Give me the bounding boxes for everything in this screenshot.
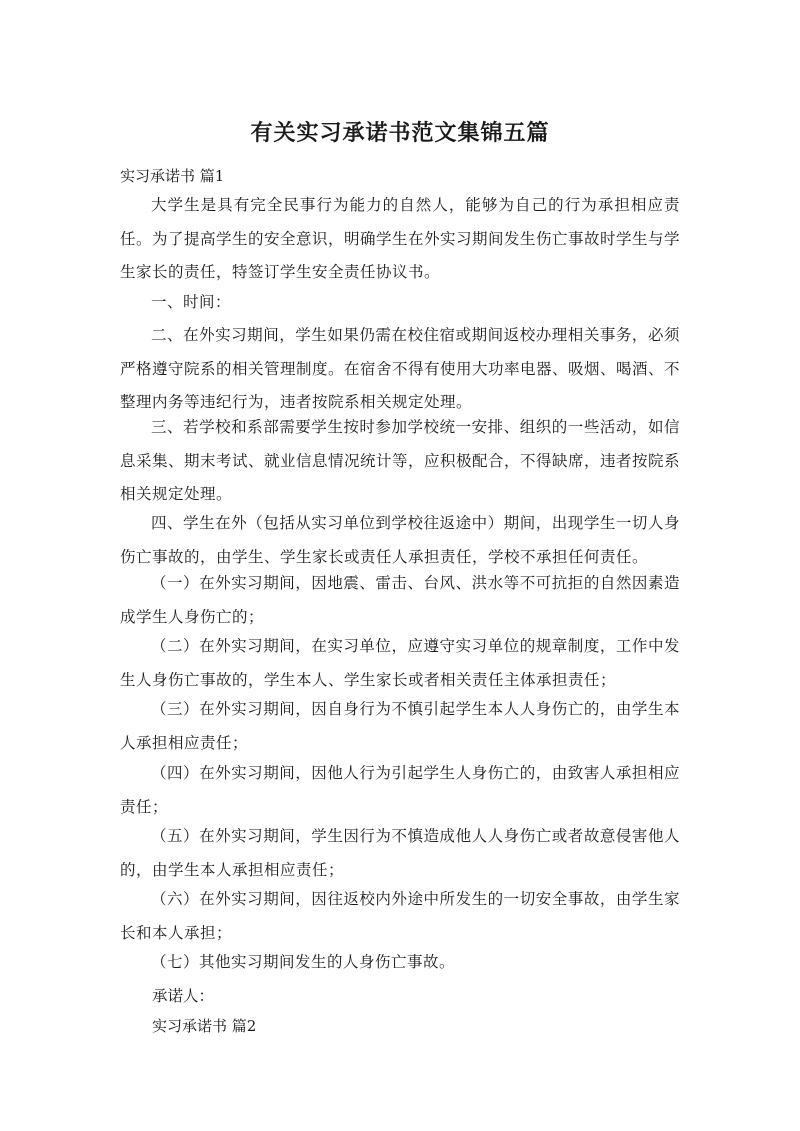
paragraph-item-3: （三）在外实习期间，因自身行为不慎引起学生本人人身伤亡的，由学生本人承担相应责任；: [120, 700, 680, 752]
paragraph-item-5: （五）在外实习期间，学生因行为不慎造成他人人身伤亡或者故意侵害他人的，由学生本人承担相应责任；: [120, 827, 680, 879]
paragraph-item-6: （六）在外实习期间，因往返校内外途中所发生的一切安全事故，由学生家长和本人承担；: [120, 890, 680, 942]
section-heading-2: 实习承诺书 篇2: [152, 1017, 257, 1035]
paragraph-clause-4: 四、学生在外（包括从实习单位到学校往返途中）期间，出现学生一切人身伤亡事故的，由学生、学生家长或责任人承担责任，学校不承担任何责任。: [120, 514, 680, 566]
section-heading-1: 实习承诺书 篇1: [120, 167, 225, 185]
paragraph-intro: 大学生是具有完全民事行为能力的自然人，能够为自己的行为承担相应责任。为了提高学生的安全意识，明确学生在外实习期间发生伤亡事故时学生与学生家长的责任，特签订学生安全责任协议书。: [120, 196, 681, 281]
paragraph-item-7: （七）其他实习期间发生的人身伤亡事故。: [151, 953, 456, 971]
paragraph-item-4: （四）在外实习期间，因他人行为引起学生人身伤亡的，由致害人承担相应责任；: [120, 764, 680, 816]
paragraph-item-2: （二）在外实习期间，在实习单位，应遵守实习单位的规章制度，工作中发生人身伤亡事故的，学生本人、学生家长或者相关责任主体承担责任；: [120, 637, 680, 689]
paragraph-clause-3: 三、若学校和系部需要学生按时参加学校统一安排、组织的一些活动，如信息采集、期末考试、就业信息情况统计等，应积极配合，不得缺席，违者按院系相关规定处理。: [120, 418, 681, 503]
paragraph-clause-2: 二、在外实习期间，学生如果仍需在校住宿或期间返校办理相关事务，必须严格遵守院系的相关管理制度。在宿舍不得有使用大功率电器、吸烟、喝酒、不整理内务等违纪行为，违者按院系相关规定处理。: [120, 326, 681, 411]
signer-label: 承诺人：: [152, 987, 215, 1005]
paragraph-item-1: （一）在外实习期间，因地震、雷击、台风、洪水等不可抗拒的自然因素造成学生人身伤亡的；: [120, 574, 680, 626]
document-title: 有关实习承诺书范文集锦五篇: [250, 121, 550, 146]
paragraph-time: 一、时间：: [151, 293, 232, 311]
